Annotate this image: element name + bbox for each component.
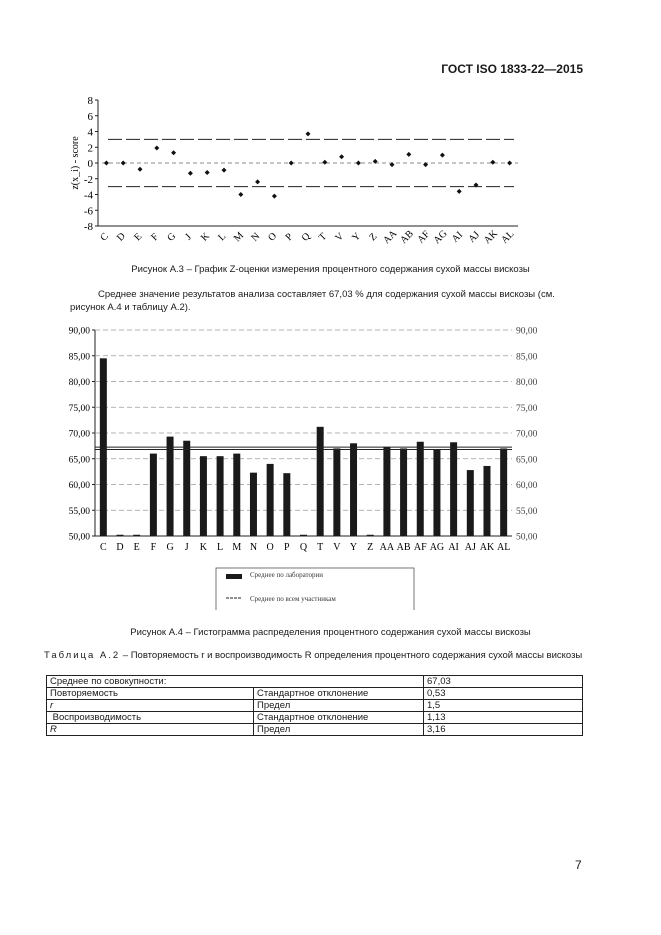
x-tick-label: T [316,231,330,244]
table-cell: Воспроизводимость [47,712,254,724]
x-tick-label: Y [350,230,364,244]
page-number: 7 [575,858,582,872]
y-tick-label-left: 80,00 [68,378,90,388]
table-cell: 1,5 [424,700,583,712]
histogram-bar [233,454,240,536]
x-tick-label: M [232,542,242,553]
y-tick-label: 2 [87,142,93,155]
legend-bar-swatch [226,574,242,579]
figure-a3-caption: Рисунок А.3 – График Z-оценки измерения процентного содержания сухой массы вискозы [131,264,530,275]
x-tick-label: C [100,542,107,553]
y-tick-label-left: 60,00 [68,481,90,491]
histogram-bar [417,442,424,536]
y-tick-label-left: 85,00 [68,352,90,363]
x-tick-label: K [198,230,212,244]
y-tick-label-right: 60,00 [516,481,538,491]
data-point [289,161,294,166]
legend-label-lab: Среднее по лаборатории [250,571,323,579]
x-tick-label: V [333,542,341,553]
y-tick-label: -8 [83,221,93,233]
data-point [222,168,227,173]
x-tick-label: G [165,230,179,244]
y-tick-label-right: 50,00 [516,532,538,543]
x-tick-label: T [317,542,324,553]
histogram-bar [450,442,457,536]
data-point [440,153,445,158]
data-point [490,160,495,165]
x-tick-label: J [184,542,189,553]
table-cell: Предел [254,724,424,736]
x-tick-label: F [149,231,161,244]
data-point [238,192,243,197]
x-tick-label: M [231,230,247,245]
data-point [272,194,277,199]
table-row [47,700,583,712]
y-tick-label-right: 75,00 [516,403,538,414]
x-tick-label: AL [499,228,517,246]
histogram-bar [250,473,257,536]
table-cell: Предел [254,700,424,712]
x-tick-label: E [132,231,145,244]
y-tick-label-left: 90,00 [68,326,90,337]
y-axis-label: z(x_i) - score [70,136,81,190]
y-tick-label-left: 75,00 [68,403,90,414]
y-tick-label-right: 85,00 [516,352,538,363]
data-point [121,161,126,166]
data-point [138,167,143,172]
data-point [356,161,361,166]
y-tick-label-right: 65,00 [516,455,538,466]
y-tick-label: 6 [87,110,93,123]
data-point [339,154,344,159]
x-tick-label: O [266,230,280,244]
x-tick-label: Q [299,230,313,244]
table-cell: 67,03 [424,676,583,688]
data-point [188,171,193,176]
data-point [406,152,411,157]
y-tick-label-left: 55,00 [68,506,90,517]
histogram-bar [483,466,490,536]
y-tick-label-right: 55,00 [516,506,538,517]
x-tick-label: G [166,542,174,553]
x-tick-label: O [266,542,274,553]
y-tick-label-left: 70,00 [68,429,90,440]
y-tick-label-left: 50,00 [68,532,90,543]
x-tick-label: N [249,230,263,244]
z-score-chart [0,0,661,260]
histogram-bar [383,447,390,536]
x-tick-label: V [333,230,347,244]
table-cell: 3,16 [424,724,583,736]
table-label: Таблица А.2 [44,650,121,661]
data-point [205,170,210,175]
x-tick-label: C [98,230,111,244]
x-tick-label: L [216,231,229,244]
x-tick-label: AF [415,228,433,246]
data-point [255,179,260,184]
histogram-chart [0,320,661,610]
y-tick-label-left: 65,00 [68,455,90,466]
y-tick-label: 0 [87,158,93,170]
x-tick-label: F [150,542,157,553]
x-tick-label: AG [431,228,450,247]
histogram-bar [183,441,190,536]
x-tick-label: K [199,542,208,553]
table-cell: R [47,724,254,736]
histogram-bar [217,456,224,536]
x-tick-label: Q [299,542,308,553]
table-row [47,724,583,736]
legend-label-all: Среднее по всем участникам [250,595,336,603]
x-tick-label: AF [413,542,427,553]
histogram-bar [467,470,474,536]
x-tick-label: AG [429,542,445,553]
histogram-bar [200,456,207,536]
histogram-bar [433,449,440,536]
table-cell: Среднее по совокупности: [47,676,424,688]
x-tick-label: P [283,231,296,244]
table-a2 [46,675,583,736]
table-row [47,688,583,700]
x-tick-label: E [133,542,140,553]
histogram-bar [167,437,174,536]
y-tick-label: -2 [83,173,93,186]
x-tick-label: AA [381,228,400,247]
histogram-bar [400,448,407,536]
body-paragraph: Среднее значение результатов анализа составляет 67,03 % для содержания сухой массы вискозы (см. рисунок А.4 и таблицу А.2). [70,289,555,313]
document-header: ГОСТ ISO 1833-22—2015 [441,62,583,76]
table-caption-text: – Повторяемость r и воспроизводимость R определения процентного содержания сухой массы вискозы [120,650,583,661]
table-row [47,712,583,724]
x-tick-label: Y [349,542,358,553]
data-point [171,150,176,155]
table-cell: Повторяемость [47,688,254,700]
y-tick-label: -6 [83,205,93,218]
x-tick-label: AK [482,228,501,247]
x-tick-label: AK [479,542,495,553]
x-tick-label: Z [367,231,380,244]
x-tick-label: P [284,542,290,553]
x-tick-label: AB [396,542,411,553]
histogram-bar [150,454,157,536]
x-tick-label: AJ [464,542,476,553]
table-row [47,676,583,688]
histogram-bar [317,427,324,536]
histogram-bar [350,443,357,536]
x-tick-label: J [183,231,194,243]
y-tick-label-right: 70,00 [516,429,538,440]
data-point [154,146,159,151]
x-tick-label: L [217,542,224,553]
data-point [507,161,512,166]
data-point [322,160,327,165]
x-tick-label: AJ [466,229,483,246]
table-cell: r [47,700,254,712]
y-tick-label-right: 80,00 [516,378,538,388]
data-point [104,161,109,166]
x-tick-label: D [116,542,124,553]
table-cell: 0,53 [424,688,583,700]
table-caption [44,650,584,662]
y-tick-label: 8 [87,95,93,107]
x-tick-label: Z [367,542,374,553]
y-tick-label: -4 [83,189,93,202]
table-cell: Стандартное отклонение [254,688,424,700]
table-cell: 1,13 [424,712,583,724]
histogram-bar [267,464,274,536]
y-tick-label-right: 90,00 [516,326,538,337]
x-tick-label: AB [398,228,416,247]
data-point [306,131,311,136]
histogram-bar [500,448,507,536]
x-tick-label: AI [448,542,459,553]
data-point [457,189,462,194]
x-tick-label: D [114,230,128,244]
histogram-bar [333,448,340,536]
x-tick-label: AA [379,542,395,553]
y-tick-label: 4 [87,126,93,139]
x-tick-label: N [249,542,258,553]
figure-a4-caption: Рисунок А.4 – Гистограмма распределения процентного содержания сухой массы вискозы [130,627,531,638]
x-tick-label: AI [449,229,466,245]
table-cell: Стандартное отклонение [254,712,424,724]
x-tick-label: AL [496,542,511,553]
histogram-bar [283,473,290,536]
